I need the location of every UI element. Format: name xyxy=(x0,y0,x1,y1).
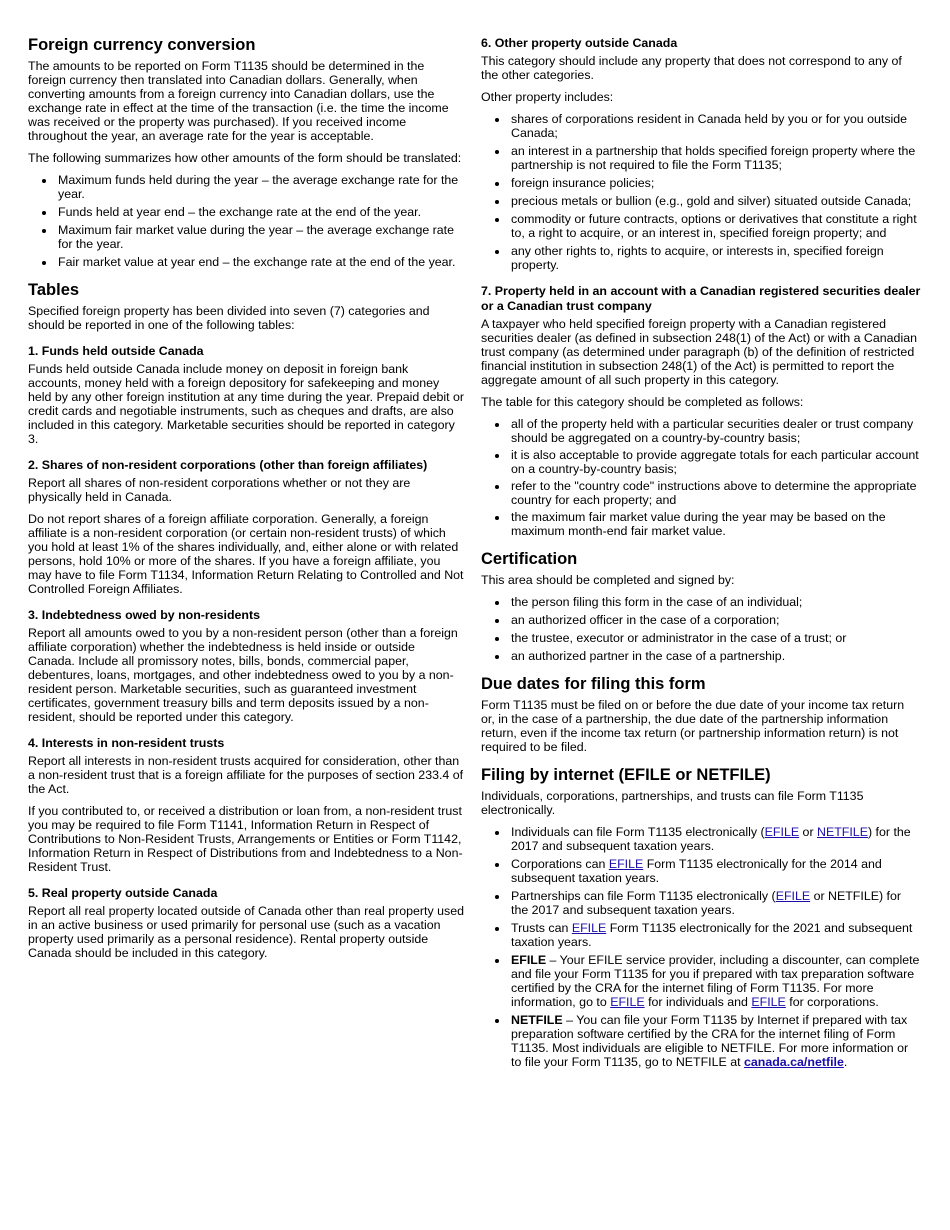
bullet-list xyxy=(481,825,921,1069)
canada-netfile-link[interactable]: canada.ca/netfile xyxy=(744,1055,844,1069)
section-foreign-currency-conversion xyxy=(28,36,464,269)
left-column xyxy=(28,36,464,972)
subsection-title: 6. Other property outside Canada xyxy=(481,36,678,50)
section-title: Foreign currency conversion xyxy=(28,36,256,54)
list-item: • Maximum funds held during the year – the average exchange rate for the year. xyxy=(56,173,464,201)
list-item: • commodity or future contracts, options or derivatives that constitute a right to, a right to acquire, or an interest in, specified foreign property; and xyxy=(509,212,921,240)
paragraph: Report all amounts owed to you by a non-resident person (other than a foreign affiliate corporation) whether the indebtedness is held inside or outside Canada. Include all promissory notes, bills, bonds, commercial paper, debentures, loans, mortgages, and other indebtedness owed to you by a non-resident person. Marketable securities, such as guaranteed investment certificates, government treasury bills and term deposits issued by a non-resident, should be reported under this category. xyxy=(28,626,458,724)
list-item: • Corporations can EFILE Form T1135 electronically for the 2014 and subsequent taxation years. xyxy=(509,857,921,885)
paragraph: Form T1135 must be filed on or before the due date of your income tax return or, in the case of a partnership, the due date of the partnership information return, even if the income tax return (or partnership information return) is not required to be filed. xyxy=(481,698,905,754)
subsection-title: 3. Indebtedness owed by non-residents xyxy=(28,608,261,622)
subsection-title: 2. Shares of non-resident corporations (other than foreign affiliates) xyxy=(28,458,428,472)
bullet-list xyxy=(28,173,464,269)
paragraph: The amounts to be reported on Form T1135 should be determined in the foreign currency then translated into Canadian dollars. Generally, when converting amounts from a foreign currency into Canadian dollars, use the exchange rate in effect at the time of the transaction (i.e. the time the income was received or the property was purchased). If you received income throughout the year, an average rate for the year is acceptable. xyxy=(28,59,449,143)
efile-link[interactable]: EFILE xyxy=(571,921,607,935)
section-funds-held-outside-canada xyxy=(28,344,464,446)
section-registered-securities-dealer xyxy=(481,284,921,538)
bullet-list xyxy=(481,417,921,538)
paragraph: This area should be completed and signed by: xyxy=(481,573,735,587)
list-item: • the trustee, executor or administrator in the case of a trust; or xyxy=(509,631,921,645)
list-item: • Maximum fair market value during the year – the average exchange rate for the year. xyxy=(56,223,464,251)
bullet-list xyxy=(481,595,921,663)
bullet-list xyxy=(481,112,921,272)
section-other-property xyxy=(481,36,921,272)
section-shares-non-resident-corporations xyxy=(28,458,464,596)
list-item: • the maximum fair market value during the year may be based on the maximum month-end fair market value. xyxy=(509,510,921,538)
subsection-title: 7. Property held in an account with a Canadian registered securities dealer or a Canadian trust company xyxy=(481,284,921,313)
list-item: • an authorized officer in the case of a corporation; xyxy=(509,613,921,627)
section-title: Certification xyxy=(481,550,578,568)
list-item: • shares of corporations resident in Canada held by you or for you outside Canada; xyxy=(509,112,921,140)
paragraph: Individuals, corporations, partnerships, and trusts can file Form T1135 electronically. xyxy=(481,789,864,817)
paragraph: Report all real property located outside of Canada other than real property used in an active business or used primarily for personal use (such as a vacation property used primarily as a personal residence). Rental property outside Canada should be included in this category. xyxy=(28,904,465,960)
efile-link[interactable]: EFILE xyxy=(608,857,644,871)
paragraph: Report all shares of non-resident corporations whether or not they are physically held in Canada. xyxy=(28,476,411,504)
netfile-link[interactable]: NETFILE xyxy=(817,825,868,839)
section-real-property xyxy=(28,886,464,960)
section-indebtedness xyxy=(28,608,464,724)
section-certification xyxy=(481,550,921,663)
section-due-dates xyxy=(481,675,921,754)
list-item: • any other rights to, rights to acquire, or interests in, specified foreign property. xyxy=(509,244,921,272)
list-item: • refer to the "country code" instructions above to determine the appropriate country for each property; and xyxy=(509,479,921,507)
section-non-resident-trusts xyxy=(28,736,464,874)
list-item: • Trusts can EFILE Form T1135 electronically for the 2021 and subsequent taxation years. xyxy=(509,921,921,949)
paragraph: The following summarizes how other amounts of the form should be translated: xyxy=(28,151,462,165)
section-title: Due dates for filing this form xyxy=(481,675,706,693)
list-item: • Fair market value at year end – the exchange rate at the end of the year. xyxy=(56,255,464,269)
paragraph: Report all interests in non-resident trusts acquired for consideration, other than a non-resident trust that is a foreign affiliate for the purposes of section 233.4 of the Act. xyxy=(28,754,464,796)
right-column xyxy=(481,36,921,1081)
list-item: • the person filing this form in the case of an individual; xyxy=(509,595,921,609)
paragraph: Do not report shares of a foreign affiliate corporation. Generally, a foreign affiliate is a non-resident corporation (or certain non-resident trusts) of which you hold at least 1% of the shares individually, and, either alone or with related persons, hold 10% or more of the shares. If you have a foreign affiliate, you may have to file Form T1134, Information Return Relating to Controlled and Not Controlled Foreign Affiliates. xyxy=(28,512,464,596)
section-title: Tables xyxy=(28,281,80,299)
section-title: Filing by internet (EFILE or NETFILE) xyxy=(481,766,771,784)
list-item: • an interest in a partnership that holds specified foreign property where the partnership is not required to file the Form T1135; xyxy=(509,144,921,172)
list-item: • EFILE – Your EFILE service provider, including a discounter, can complete and file your Form T1135 for you if prepared with tax preparation software certified by the CRA for the internet filing of Form T1135. For more information, go to EFILE for individuals and EFILE for corporations. xyxy=(509,953,921,1009)
paragraph: This category should include any property that does not correspond to any of the other categories. xyxy=(481,54,902,82)
efile-link[interactable]: EFILE xyxy=(775,889,811,903)
efile-individuals-link[interactable]: EFILE xyxy=(610,995,645,1009)
subsection-title: 5. Real property outside Canada xyxy=(28,886,218,900)
list-item: • it is also acceptable to provide aggregate totals for each particular account on a country-by-country basis; xyxy=(509,448,921,476)
list-item: • Partnerships can file Form T1135 electronically (EFILE or NETFILE) for the 2017 and subsequent taxation years. xyxy=(509,889,921,917)
list-item: • Funds held at year end – the exchange rate at the end of the year. xyxy=(56,205,464,219)
list-item: • an authorized partner in the case of a partnership. xyxy=(509,649,921,663)
efile-corporations-link[interactable]: EFILE xyxy=(751,995,786,1009)
paragraph: Specified foreign property has been divided into seven (7) categories and should be reported in one of the following tables: xyxy=(28,304,430,332)
efile-link[interactable]: EFILE xyxy=(764,825,800,839)
list-item: • Individuals can file Form T1135 electronically (EFILE or NETFILE) for the 2017 and subsequent taxation years. xyxy=(509,825,921,853)
list-item: • foreign insurance policies; xyxy=(509,176,921,190)
subsection-title: 4. Interests in non-resident trusts xyxy=(28,736,225,750)
section-tables xyxy=(28,281,464,332)
paragraph: Funds held outside Canada include money on deposit in foreign bank accounts, money held with a foreign depository for safekeeping and money held by any other foreign institution at any time during the year. Prepaid debit or credit cards and negotiable instruments, such as cheques and drafts, are also included in this category. Marketable securities should be reported in category 3. xyxy=(28,362,465,446)
subsection-title: 1. Funds held outside Canada xyxy=(28,344,204,358)
paragraph: The table for this category should be completed as follows: xyxy=(481,395,804,409)
paragraph: A taxpayer who held specified foreign property with a Canadian registered securities dealer (as defined in subsection 248(1) of the Act) or with a Canadian trust company (as determined under paragraph (b) of the definition of restricted financial institution in subsection 248(1) of the Act) is permitted to report the aggregate amount of all such property in this category. xyxy=(481,317,917,387)
list-item: • NETFILE – You can file your Form T1135 by Internet if prepared with tax preparation software certified by the CRA for the internet filing of Form T1135. Most individuals are eligible to NETFILE. For more information or to file your Form T1135, go to NETFILE at canada.ca/netfile. xyxy=(509,1013,921,1069)
list-item: • precious metals or bullion (e.g., gold and silver) situated outside Canada; xyxy=(509,194,921,208)
section-filing-by-internet xyxy=(481,766,921,1069)
paragraph: If you contributed to, or received a distribution or loan from, a non-resident trust you may be required to file Form T1141, Information Return in Respect of Contributions to Non-Resident Trusts, Arrangements or Entities or Form T1142, Information Return in Respect of Distributions from and Indebtedness to a Non-Resident Trust. xyxy=(28,804,463,874)
list-item: • all of the property held with a particular securities dealer or trust company should be aggregated on a country-by-country basis; xyxy=(509,417,921,445)
paragraph: Other property includes: xyxy=(481,90,614,104)
